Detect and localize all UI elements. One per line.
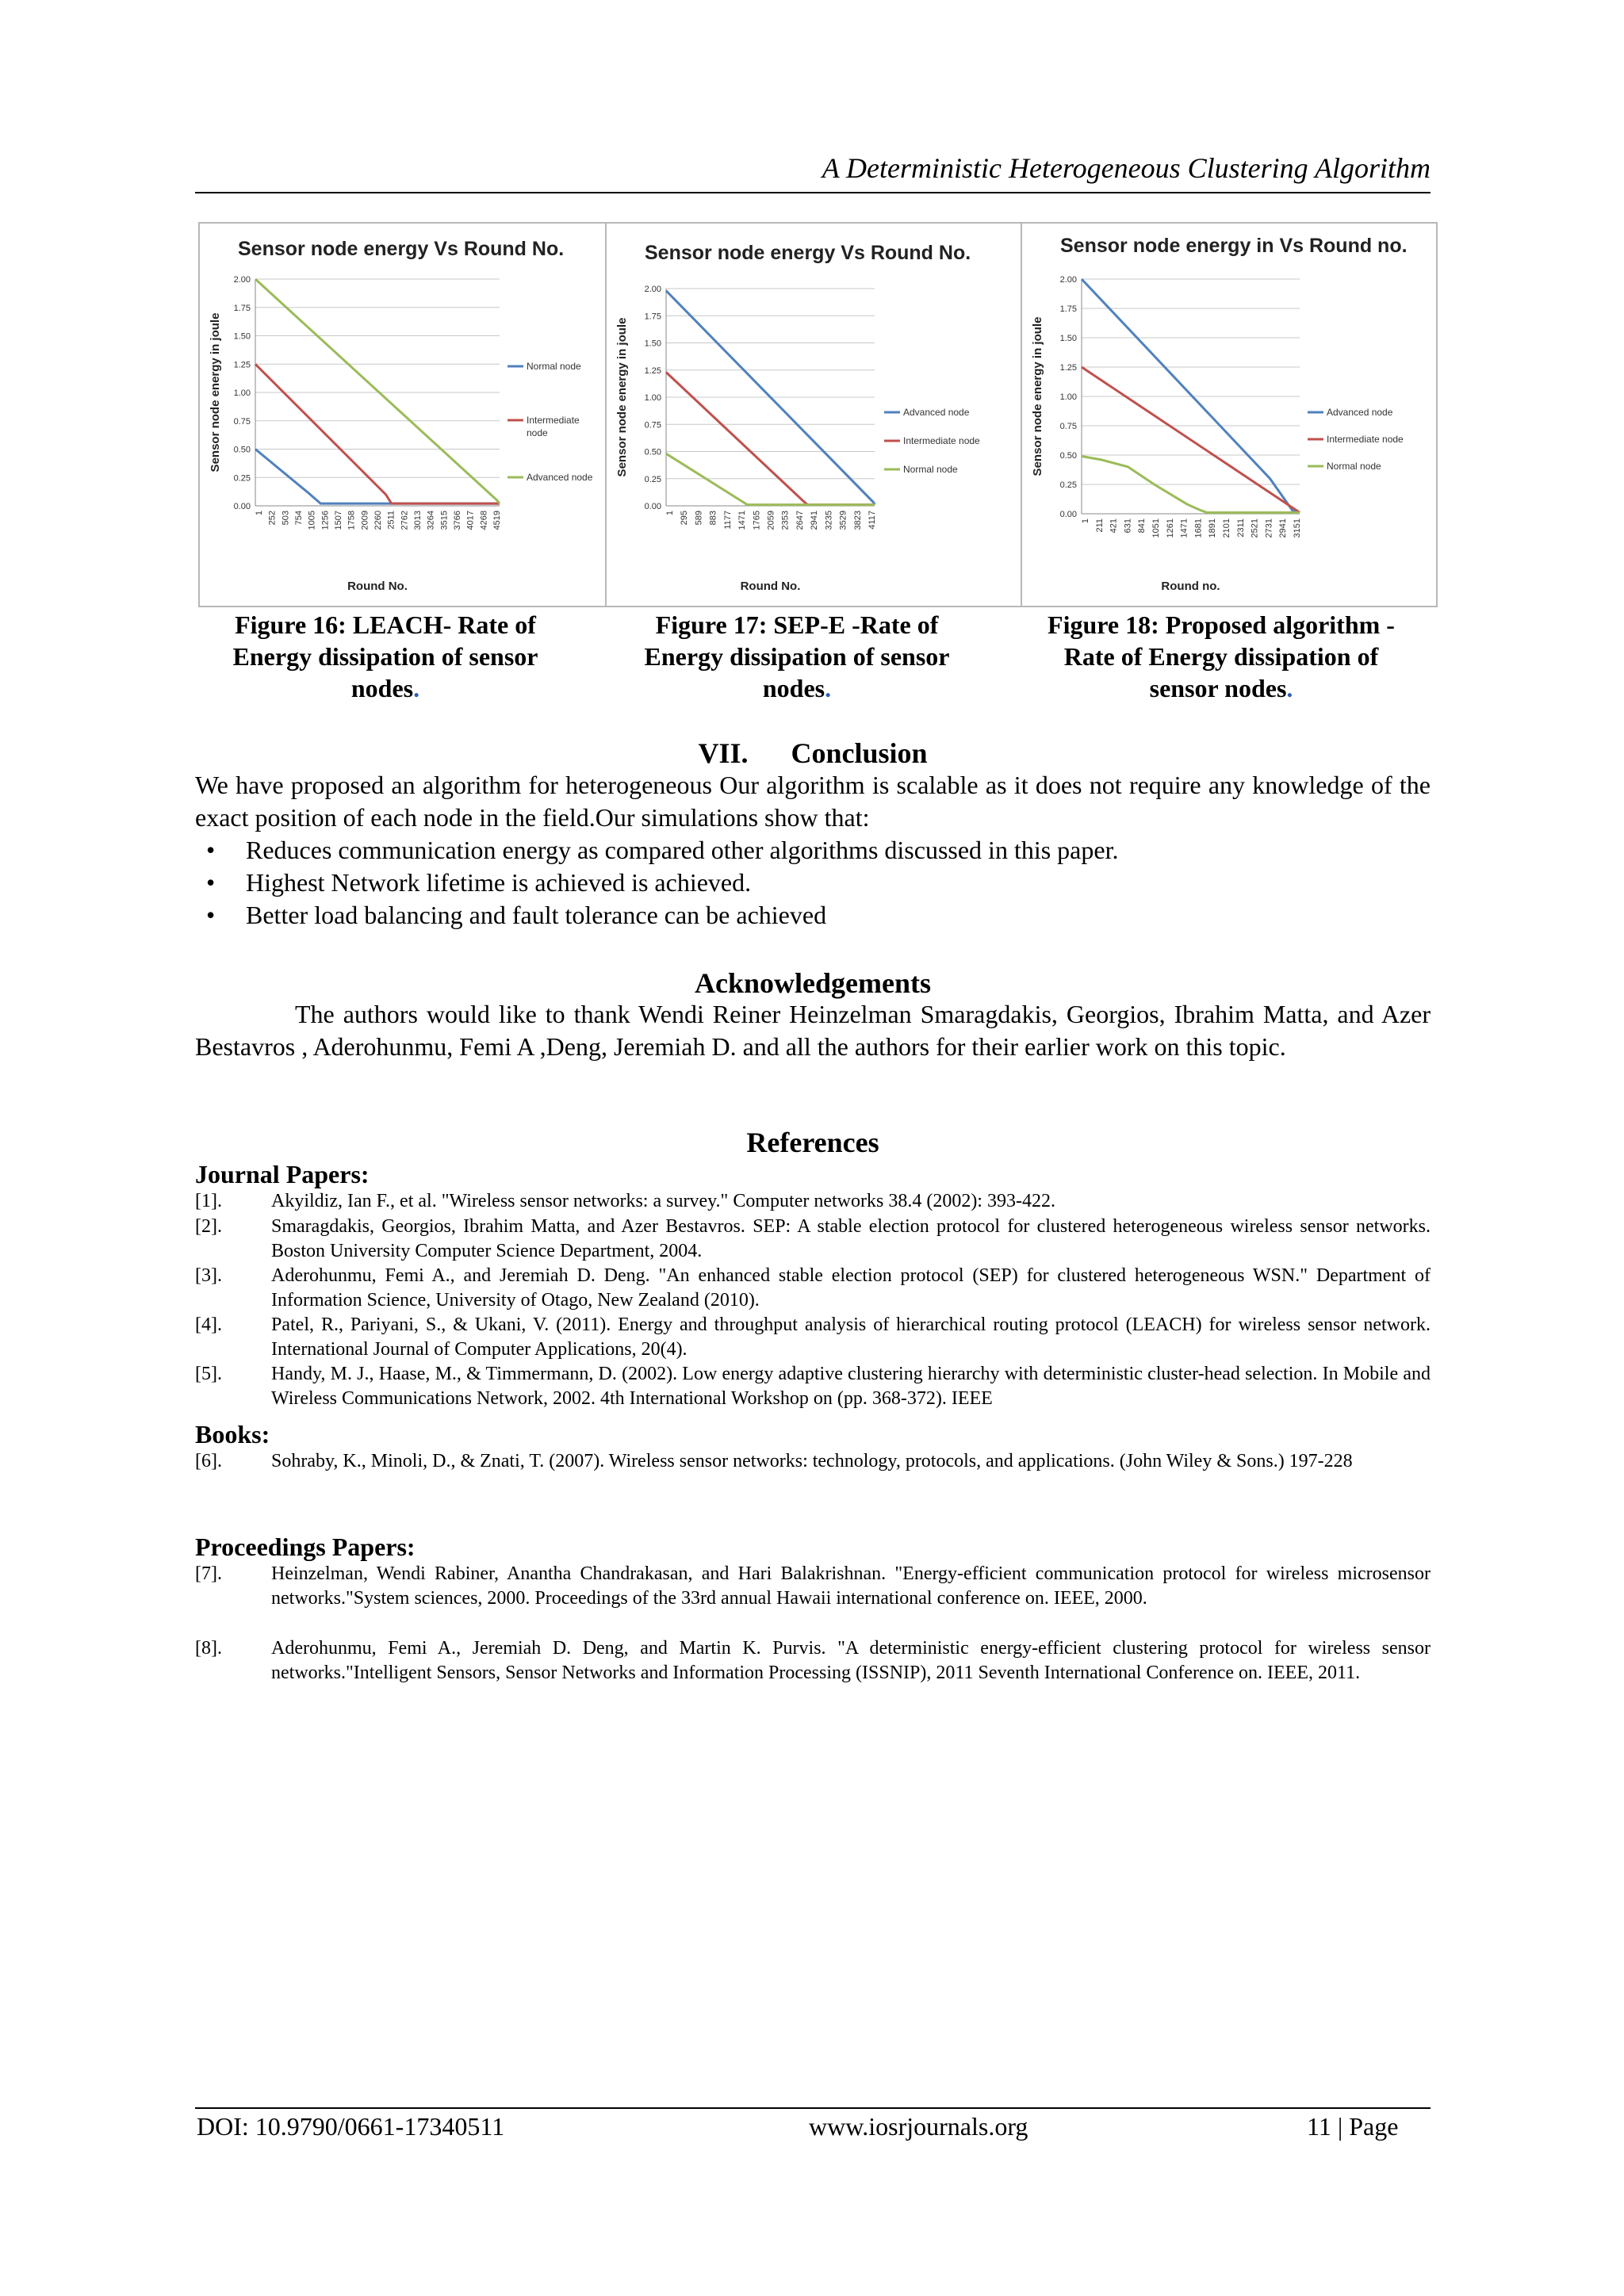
conclusion-intro: We have proposed an algorithm for heterogeneous Our algorithm is scalable as it does not require any knowledge of the exact position of each node in the field.Our simulations show that: bbox=[195, 771, 1431, 832]
figure-18-caption: Figure 18: Proposed algorithm - Rate of Energy dissipation of sensor nodes. bbox=[1048, 610, 1395, 702]
chart-svg-2 bbox=[1022, 224, 1436, 606]
reference-item: [1]. Akyildiz, Ian F., et al. "Wireless sensor networks: a survey." Computer networks 38.4 (2002): 393-422. bbox=[195, 1191, 1055, 1211]
proceedings-papers-heading: Proceedings Papers: bbox=[195, 1533, 416, 1561]
x-tick-label: 754 bbox=[294, 511, 304, 526]
y-tick-label: 1.50 bbox=[233, 331, 251, 342]
journal-papers-heading: Journal Papers: bbox=[195, 1160, 370, 1188]
legend-label: Advanced node bbox=[1327, 407, 1393, 418]
y-tick-label: 1.00 bbox=[233, 388, 251, 398]
legend-label: Advanced node bbox=[903, 407, 970, 418]
x-tick-label: 2353 bbox=[780, 511, 791, 530]
x-tick-label: 252 bbox=[267, 511, 278, 526]
x-tick-label: 1261 bbox=[1165, 519, 1175, 538]
x-tick-label: 841 bbox=[1137, 519, 1147, 534]
y-tick-label: 0.00 bbox=[644, 502, 661, 511]
y-tick-label: 1.00 bbox=[1059, 392, 1077, 402]
y-tick-label: 0.00 bbox=[1059, 510, 1077, 519]
series-line-advanced-node bbox=[1082, 279, 1300, 513]
x-tick-label: 3823 bbox=[852, 511, 863, 530]
legend-label: Intermediate node bbox=[903, 435, 980, 446]
running-title: A Deterministic Heterogeneous Clustering Algorithm bbox=[822, 152, 1431, 184]
figure-16-caption: Figure 16: LEACH- Rate of Energy dissipation of sensor nodes. bbox=[232, 610, 538, 702]
series-line-intermediate-node bbox=[1082, 367, 1300, 513]
conclusion-heading: VII. Conclusion bbox=[698, 737, 928, 769]
series-line-advanced-node bbox=[255, 279, 500, 503]
y-axis-label: Sensor node energy in joule bbox=[615, 317, 629, 477]
y-tick-label: 2.00 bbox=[233, 275, 251, 285]
y-tick-label: 0.25 bbox=[1059, 480, 1077, 490]
x-tick-label: 589 bbox=[694, 511, 704, 526]
y-tick-label: 0.25 bbox=[644, 474, 661, 484]
footer-doi: DOI: 10.9790/0661-17340511 bbox=[197, 2112, 505, 2141]
reference-item: [4]. Patel, R., Pariyani, S., & Ukani, V. (2011). Energy and throughput analysis of hierarchical routing protocol (LEACH) for wireless sensor network. International Journal of Computer Applications, 20(4). bbox=[195, 1314, 1431, 1360]
x-tick-label: 2009 bbox=[360, 511, 370, 530]
x-axis-label: Round no. bbox=[1161, 580, 1220, 593]
y-tick-label: 0.75 bbox=[644, 420, 661, 430]
x-tick-label: 421 bbox=[1109, 519, 1119, 534]
reference-item: [7]. Heinzelman, Wendi Rabiner, Anantha Chandrakasan, and Hari Balakrishnan. "Energy-efficient communication protocol for wireless microsensor networks."System sciences, 2000. Proceedings of the 33rd annual Hawaii international conference on. IEEE, 2000. bbox=[195, 1563, 1431, 1609]
reference-item: [3]. Aderohunmu, Femi A., and Jeremiah D. Deng. "An enhanced stable election protocol (SEP) for clustered heterogeneous WSN." Department of Information Science, University of Otago, New Zealand (2010). bbox=[195, 1265, 1431, 1311]
x-tick-label: 2941 bbox=[810, 511, 820, 530]
x-tick-label: 1 bbox=[1081, 519, 1090, 524]
chart-proposed bbox=[1021, 222, 1438, 607]
x-tick-label: 1507 bbox=[334, 511, 343, 530]
series-line-intermediate-node bbox=[666, 373, 875, 505]
x-tick-label: 2059 bbox=[766, 511, 776, 530]
legend-label: Intermediate node bbox=[1327, 434, 1404, 445]
x-tick-label: 1765 bbox=[752, 511, 762, 530]
x-tick-label: 3235 bbox=[824, 511, 834, 530]
y-tick-label: 2.00 bbox=[644, 285, 661, 294]
footer-page-number: 11 | Page bbox=[1307, 2112, 1399, 2141]
y-tick-label: 1.25 bbox=[233, 360, 251, 370]
y-tick-label: 0.25 bbox=[233, 473, 251, 484]
acknowledgements-text: The authors would like to thank Wendi Reiner Heinzelman Smaragdakis, Georgios, Ibrahim Matta, and Azer Bestavros , Aderohunmu, Femi A ,Deng, Jeremiah D. and all the authors for their earlier work on this topic. bbox=[195, 1000, 1431, 1061]
y-axis-label: Sensor node energy in joule bbox=[209, 312, 222, 473]
y-tick-label: 1.25 bbox=[1059, 363, 1077, 373]
legend-label: Normal node bbox=[903, 464, 958, 475]
figure-17-caption: Figure 17: SEP-E -Rate of Energy dissipation of sensor nodes. bbox=[644, 610, 950, 702]
x-tick-label: 631 bbox=[1123, 519, 1133, 534]
x-tick-label: 2101 bbox=[1222, 519, 1231, 538]
x-tick-label: 1681 bbox=[1193, 519, 1204, 538]
x-tick-label: 3264 bbox=[426, 511, 436, 530]
x-tick-label: 1 bbox=[255, 511, 264, 516]
list-item: • Reduces communication energy as compared other algorithms discussed in this paper. bbox=[206, 836, 1119, 864]
y-tick-label: 1.25 bbox=[644, 365, 661, 376]
references-heading: References bbox=[746, 1127, 879, 1158]
y-tick-label: 0.00 bbox=[233, 502, 251, 511]
acknowledgements-heading: Acknowledgements bbox=[695, 967, 931, 999]
reference-item: [8]. Aderohunmu, Femi A., Jeremiah D. Deng, and Martin K. Purvis. "A deterministic energy-efficient clustering protocol for wireless sensor networks."Intelligent Sensors, Sensor Networks and Information Processing (ISSNIP), 2011 Seventh International Conference on. IEEE, 2011. bbox=[195, 1638, 1431, 1683]
x-tick-label: 3515 bbox=[439, 511, 450, 530]
x-tick-label: 2311 bbox=[1235, 519, 1246, 538]
y-tick-label: 1.75 bbox=[644, 312, 661, 322]
books-heading: Books: bbox=[195, 1420, 270, 1448]
list-item: • Better load balancing and fault tolerance can be achieved bbox=[206, 901, 827, 929]
x-tick-label: 883 bbox=[708, 511, 718, 526]
y-tick-label: 0.50 bbox=[233, 445, 251, 455]
y-tick-label: 1.75 bbox=[1059, 304, 1077, 314]
legend-label: Normal node bbox=[1327, 461, 1381, 472]
x-tick-label: 2941 bbox=[1278, 519, 1289, 538]
y-tick-label: 2.00 bbox=[1059, 275, 1077, 285]
y-tick-label: 1.00 bbox=[644, 393, 661, 403]
x-tick-label: 4519 bbox=[492, 511, 502, 530]
footer-website: www.iosrjournals.org bbox=[809, 2112, 1028, 2141]
x-tick-label: 4268 bbox=[479, 511, 489, 530]
x-tick-label: 1891 bbox=[1208, 519, 1218, 538]
chart-title: Sensor node energy in Vs Round no. bbox=[1060, 235, 1408, 257]
conclusion-bullets bbox=[195, 834, 1431, 932]
x-tick-label: 3151 bbox=[1293, 519, 1302, 538]
x-tick-label: 1471 bbox=[1179, 519, 1189, 538]
y-tick-label: 1.50 bbox=[1059, 334, 1077, 343]
x-tick-label: 3529 bbox=[838, 511, 848, 530]
x-tick-label: 1471 bbox=[737, 511, 748, 530]
footer-rule bbox=[195, 2107, 1431, 2109]
legend-label: Advanced node bbox=[527, 472, 593, 483]
x-tick-label: 295 bbox=[680, 511, 690, 526]
x-tick-label: 2762 bbox=[400, 511, 410, 530]
chart-leach bbox=[198, 222, 615, 607]
x-tick-label: 1256 bbox=[320, 511, 331, 530]
y-tick-label: 0.50 bbox=[1059, 451, 1077, 461]
x-tick-label: 1 bbox=[665, 511, 675, 516]
legend-label: node bbox=[527, 427, 548, 438]
x-tick-label: 1758 bbox=[347, 511, 357, 530]
x-tick-label: 2731 bbox=[1264, 519, 1274, 538]
chart-title: Sensor node energy Vs Round No. bbox=[238, 238, 565, 260]
x-tick-label: 503 bbox=[281, 511, 291, 526]
y-axis-label: Sensor node energy in joule bbox=[1031, 316, 1044, 476]
reference-item: [2]. Smaragdakis, Georgios, Ibrahim Matta, and Azer Bestavros. SEP: A stable election protocol for clustered heterogeneous wireless sensor networks. Boston University Computer Science Department, 2004. bbox=[195, 1216, 1431, 1261]
x-tick-label: 2521 bbox=[1250, 519, 1260, 538]
x-tick-label: 2647 bbox=[795, 511, 805, 530]
chart-svg-0 bbox=[200, 224, 614, 606]
x-tick-label: 3013 bbox=[413, 511, 423, 530]
y-tick-label: 1.75 bbox=[233, 303, 251, 313]
reference-item: [5]. Handy, M. J., Haase, M., & Timmermann, D. (2002). Low energy adaptive clustering hierarchy with deterministic cluster-head selection. In Mobile and Wireless Communications Network, 2002. 4th International Workshop on (pp. 368-372). IEEE bbox=[195, 1364, 1431, 1409]
x-tick-label: 1005 bbox=[307, 511, 317, 530]
x-tick-label: 1177 bbox=[722, 511, 733, 530]
x-tick-label: 4017 bbox=[465, 511, 476, 530]
y-tick-label: 0.75 bbox=[233, 416, 251, 427]
y-tick-label: 0.75 bbox=[1059, 422, 1077, 431]
header-rule bbox=[195, 192, 1431, 193]
series-line-normal-node bbox=[666, 453, 875, 504]
legend-label: Normal node bbox=[527, 361, 581, 372]
x-axis-label: Round No. bbox=[740, 580, 801, 593]
x-tick-label: 2511 bbox=[386, 511, 396, 530]
x-tick-label: 2260 bbox=[373, 511, 383, 530]
y-tick-label: 1.50 bbox=[644, 339, 661, 349]
x-tick-label: 1051 bbox=[1151, 519, 1161, 538]
chart-title: Sensor node energy Vs Round No. bbox=[645, 242, 971, 264]
reference-item: [6]. Sohraby, K., Minoli, D., & Znati, T. (2007). Wireless sensor networks: technology, protocols, and applications. (John Wiley & Sons.) 197-228 bbox=[195, 1451, 1353, 1471]
chart-svg-1 bbox=[607, 224, 1021, 606]
series-line-intermediate-node bbox=[255, 364, 500, 503]
series-line-normal-node bbox=[255, 450, 500, 504]
x-axis-label: Round No. bbox=[347, 580, 408, 593]
legend-label: Intermediate bbox=[527, 415, 580, 426]
x-tick-label: 4117 bbox=[868, 511, 877, 530]
y-tick-label: 0.50 bbox=[644, 447, 661, 457]
list-item: • Highest Network lifetime is achieved is achieved. bbox=[206, 868, 752, 897]
chart-sep-e bbox=[605, 222, 1022, 607]
x-tick-label: 211 bbox=[1094, 519, 1105, 533]
x-tick-label: 3766 bbox=[453, 511, 462, 530]
